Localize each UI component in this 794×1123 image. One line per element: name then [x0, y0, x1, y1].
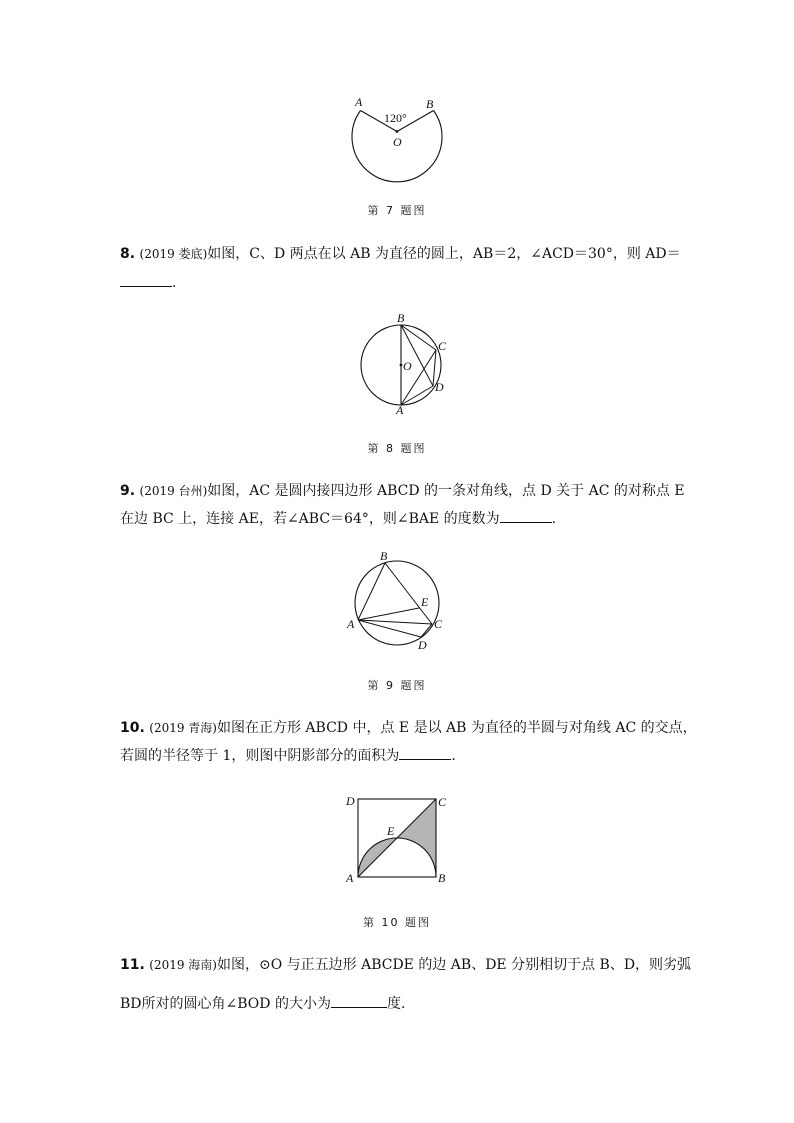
question-10-line-2: [120, 742, 680, 770]
label-c: C: [438, 339, 447, 353]
label-d: D: [346, 794, 355, 808]
question-9-line-1: 9. (2019 台州)如图，AC 是圆内接四边形 ABCD 的一条对角线，点 D 关于 AC 的对称点 E: [120, 483, 685, 499]
question-10-line-1: 10. (2019 青海)如图在正方形 ABCD 中，点 E 是以 AB 为直径的半圆与对角线 AC 的交点，: [120, 720, 697, 736]
question-11-source: (2019 海南): [149, 958, 217, 972]
question-10-end: .: [451, 748, 456, 764]
question-8: [120, 240, 680, 296]
label-a: A: [346, 871, 354, 885]
question-9-end: .: [551, 511, 557, 527]
segment-cd: [421, 624, 432, 637]
figure-7-caption: 第 7 题图: [367, 204, 427, 217]
label-c: C: [438, 795, 447, 809]
figure-9-drawing: [340, 548, 455, 653]
label-o: O: [393, 135, 402, 149]
question-11-number: 11: [120, 957, 140, 973]
figure-8-caption: 第 8 题图: [367, 442, 427, 455]
center-point: [396, 130, 399, 133]
chord-bd: [401, 325, 433, 386]
question-10-source: (2019 青海): [149, 721, 217, 735]
label-c: C: [434, 617, 443, 631]
figure-10-caption: 第 10 题图: [363, 916, 431, 929]
question-11-text-2: BD所对的圆心角∠BOD 的大小为: [120, 996, 331, 1012]
question-10: [120, 714, 697, 770]
label-a: A: [355, 95, 363, 109]
question-10-text: 如图在正方形 ABCD 中，点 E 是以 AB 为直径的半圆与对角线 AC 的交点，: [216, 720, 697, 736]
question-9-number: 9: [120, 483, 130, 499]
question-8-line-1: 8. (2019 娄底)如图，C、D 两点在以 AB 为直径的圆上，AB＝2，∠ACD＝30°，则 AD＝: [120, 246, 681, 262]
answer-blank-11[interactable]: [331, 993, 387, 1008]
answer-blank-9[interactable]: [500, 508, 552, 523]
question-10-text-2: 若圆的半径等于 1，则图中阴影部分的面积为: [120, 748, 400, 764]
question-9: [120, 477, 685, 533]
question-11-line-1: 11. (2019 海南)如图，⊙O 与正五边形 ABCDE 的边 AB、DE 分别相切于点 B、D，则劣弧: [120, 957, 692, 973]
question-11-text: 如图，⊙O 与正五边形 ABCDE 的边 AB、DE 分别相切于点 B、D，则劣弧: [216, 957, 692, 973]
question-9-text-2: 在边 BC 上，连接 AE，若∠ABC＝64°，则∠BAE 的度数为: [120, 511, 500, 527]
figure-8-drawing: [350, 310, 460, 420]
figure-7: [340, 92, 450, 184]
question-10-number: 10: [120, 720, 140, 736]
question-8-source: (2019 娄底): [139, 247, 208, 261]
figure-7-drawing: [340, 92, 450, 184]
segment-ab: [358, 563, 385, 620]
label-e: E: [421, 595, 429, 609]
question-8-number: 8: [120, 246, 130, 262]
center-point: [400, 364, 403, 367]
label-a: A: [347, 617, 355, 631]
question-11-line-2: [120, 990, 680, 1018]
label-b: B: [426, 97, 434, 111]
question-11: [120, 951, 692, 1018]
label-b: B: [397, 311, 405, 325]
figure-10: [340, 790, 455, 885]
figure-9-caption: 第 9 题图: [367, 679, 427, 692]
figure-9: [340, 548, 455, 653]
question-9-line-2: [120, 505, 680, 533]
answer-blank-10[interactable]: [399, 745, 451, 760]
label-d: D: [418, 638, 427, 652]
question-9-source: (2019 台州): [139, 484, 208, 498]
label-e: E: [387, 824, 395, 838]
label-b: B: [438, 871, 446, 885]
label-o: O: [403, 359, 412, 373]
question-8-text: 如图，C、D 两点在以 AB 为直径的圆上，AB＝2，∠ACD＝30°，则 AD＝: [207, 246, 681, 262]
question-9-text: 如图，AC 是圆内接四边形 ABCD 的一条对角线，点 D 关于 AC 的对称点 E: [207, 483, 685, 499]
figure-8: [350, 310, 460, 420]
question-8-end: .: [172, 275, 177, 291]
answer-blank-8[interactable]: [120, 268, 172, 287]
label-d: D: [435, 380, 444, 394]
figure-10-drawing: [340, 790, 455, 885]
question-11-end: 度.: [386, 996, 406, 1012]
segment-ae: [358, 608, 419, 620]
label-b: B: [380, 549, 388, 563]
label-a: A: [396, 403, 404, 417]
label-angle: 120°: [384, 111, 407, 125]
question-8-line-2: [120, 268, 680, 296]
